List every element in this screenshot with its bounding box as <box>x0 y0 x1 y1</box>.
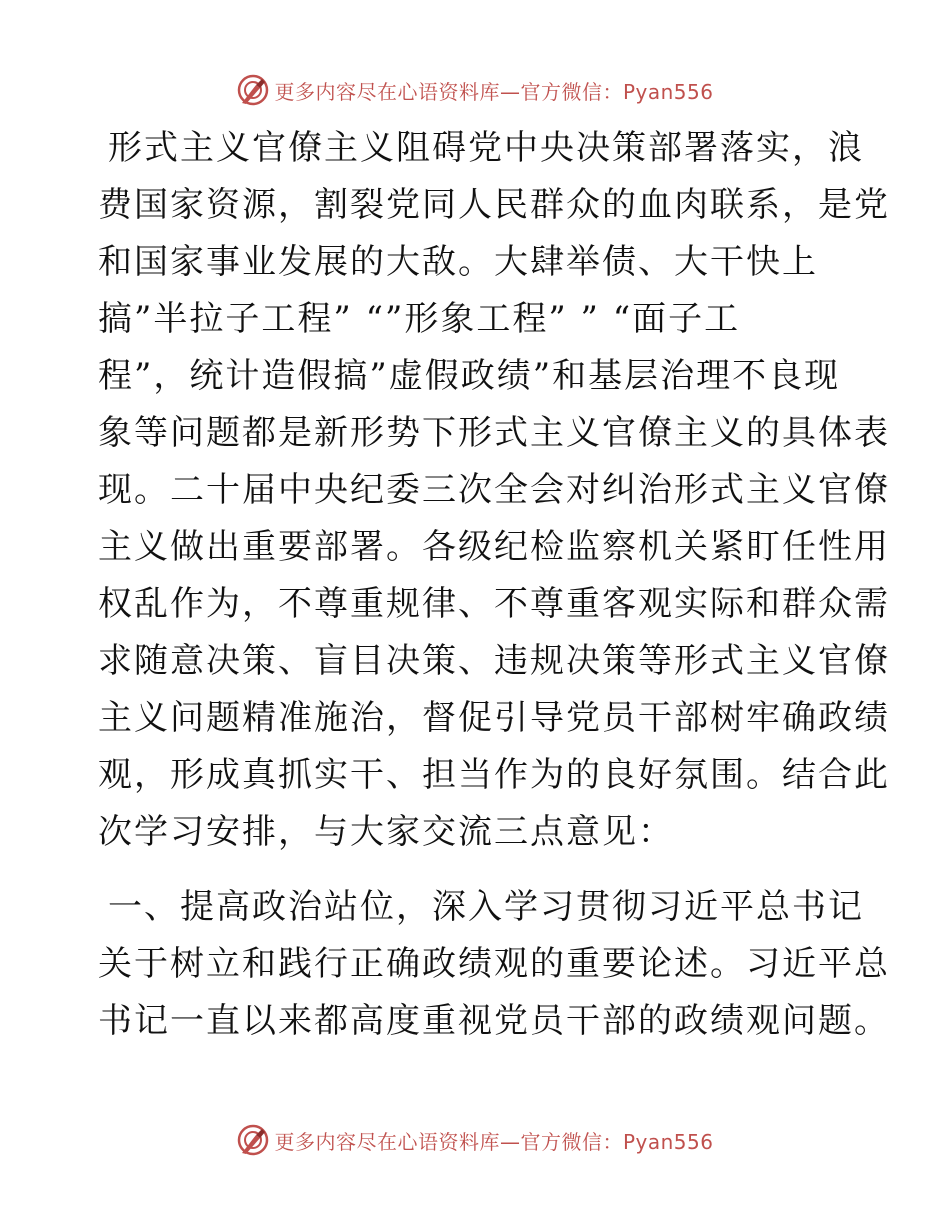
banner-text: 更多内容尽在心语资料库—官方微信：Pyan556 <box>274 79 714 104</box>
paragraph-gap <box>98 861 858 879</box>
header-banner <box>0 70 950 110</box>
text-line: 形式主义官僚主义阻碍党中央决策部署落实，浪 <box>108 128 864 168</box>
paragraph-1 <box>98 120 890 861</box>
pen-logo-icon <box>236 73 270 107</box>
text-line: 现。二十届中央纪委三次全会对纠治形式主义官僚 <box>98 470 890 510</box>
text-line: 费国家资源，割裂党同人民群众的血肉联系，是党 <box>98 185 890 225</box>
text-line: 一、提高政治站位，深入学习贯彻习近平总书记 <box>108 887 864 927</box>
document-body <box>98 120 890 1050</box>
text-line: 主义做出重要部署。各级纪检监察机关紧盯任性用 <box>98 527 890 567</box>
text-line: 和国家事业发展的大敌。大肆举债、大干快上 <box>98 242 818 282</box>
pen-logo-icon <box>236 1123 270 1157</box>
banner-text: 更多内容尽在心语资料库—官方微信：Pyan556 <box>274 1129 714 1154</box>
footer-banner <box>0 1120 950 1160</box>
paragraph-2 <box>98 879 890 1050</box>
text-line: 次学习安排，与大家交流三点意见： <box>98 812 674 852</box>
text-line: 书记一直以来都高度重视党员干部的政绩观问题。 <box>98 1001 890 1041</box>
text-line: 权乱作为，不尊重规律、不尊重客观实际和群众需 <box>98 584 890 624</box>
text-line: 搞”半拉子工程” “”形象工程” ” “面子工 <box>98 299 741 339</box>
text-line: 关于树立和践行正确政绩观的重要论述。习近平总 <box>98 944 890 984</box>
text-line: 程”，统计造假搞”虚假政绩”和基层治理不良现 <box>98 356 841 396</box>
text-line: 象等问题都是新形势下形式主义官僚主义的具体表 <box>98 413 890 453</box>
text-line: 主义问题精准施治，督促引导党员干部树牢确政绩 <box>98 698 890 738</box>
text-line: 求随意决策、盲目决策、违规决策等形式主义官僚 <box>98 641 890 681</box>
text-line: 观，形成真抓实干、担当作为的良好氛围。结合此 <box>98 755 890 795</box>
